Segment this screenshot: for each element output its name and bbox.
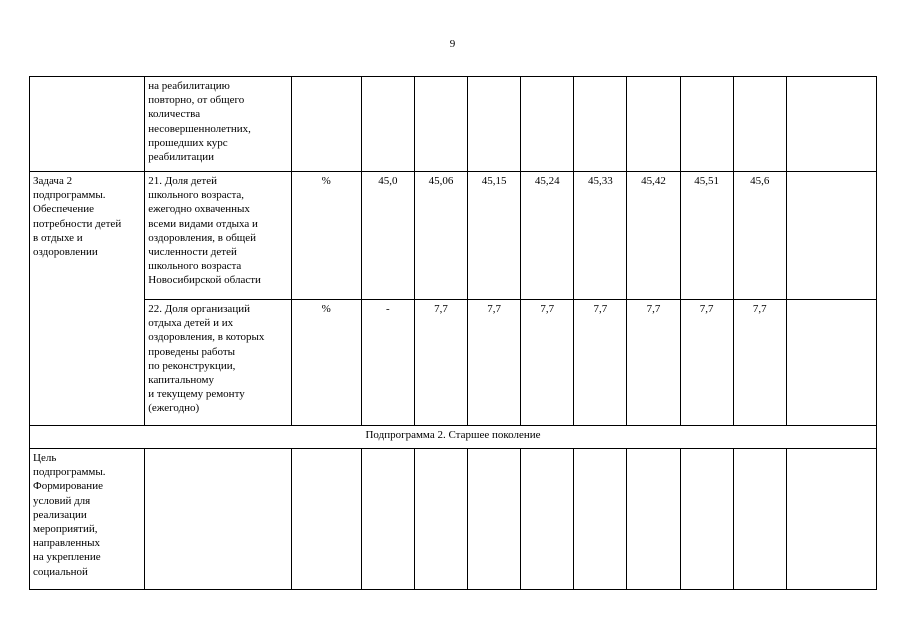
value-cell: 45,15 [468,172,521,300]
value-cell [627,449,680,590]
value-cell: 7,7 [574,300,627,426]
value-cell [468,77,521,172]
task-cell: Задача 2 подпрограммы. Обеспечение потребности детей в отдыхе и оздоровлении [30,172,145,426]
task-cell [30,77,145,172]
value-cell [786,449,876,590]
value-cell: 45,0 [361,172,414,300]
value-cell [521,77,574,172]
indicator-cell: 22. Доля организаций отдыха детей и их оздоровления, в которых проведены работы по реконструкции, капитальному и текущему ремонту (ежегодно) [145,300,291,426]
indicator-cell: 21. Доля детей школьного возраста, ежегодно охваченных всеми видами отдыха и оздоровления, в общей численности детей школьного возраста Новосибирской области [145,172,291,300]
value-cell: 7,7 [680,300,733,426]
indicators-table [29,76,877,590]
indicator-cell [145,449,291,590]
value-cell [521,449,574,590]
value-cell [680,449,733,590]
section-title: Подпрограмма 2. Старшее поколение [30,426,877,449]
value-cell [733,77,786,172]
value-cell [733,449,786,590]
table-row [30,449,877,590]
task-cell: Цель подпрограммы. Формирование условий для реализации мероприятий, направленных на укрепление социальной [30,449,145,590]
value-cell [468,449,521,590]
table-row [30,300,877,426]
value-cell [361,77,414,172]
value-cell: 45,24 [521,172,574,300]
value-cell: 45,6 [733,172,786,300]
unit-cell: % [291,172,361,300]
value-cell [786,172,876,300]
value-cell: 7,7 [521,300,574,426]
value-cell: 7,7 [627,300,680,426]
value-cell [361,449,414,590]
value-cell [574,449,627,590]
value-cell: 45,33 [574,172,627,300]
value-cell [680,77,733,172]
table-row [30,77,877,172]
value-cell [786,300,876,426]
value-cell [414,449,467,590]
value-cell: 45,51 [680,172,733,300]
value-cell: 7,7 [468,300,521,426]
table-row [30,172,877,300]
value-cell: 7,7 [733,300,786,426]
page-number: 9 [449,38,456,50]
unit-cell: % [291,300,361,426]
value-cell [627,77,680,172]
section-row [30,426,877,449]
unit-cell [291,449,361,590]
value-cell: - [361,300,414,426]
unit-cell [291,77,361,172]
value-cell [786,77,876,172]
value-cell [414,77,467,172]
value-cell: 45,42 [627,172,680,300]
value-cell [574,77,627,172]
value-cell: 45,06 [414,172,467,300]
value-cell: 7,7 [414,300,467,426]
indicator-cell: на реабилитацию повторно, от общего количества несовершеннолетних, прошедших курс реабилитации [145,77,291,172]
